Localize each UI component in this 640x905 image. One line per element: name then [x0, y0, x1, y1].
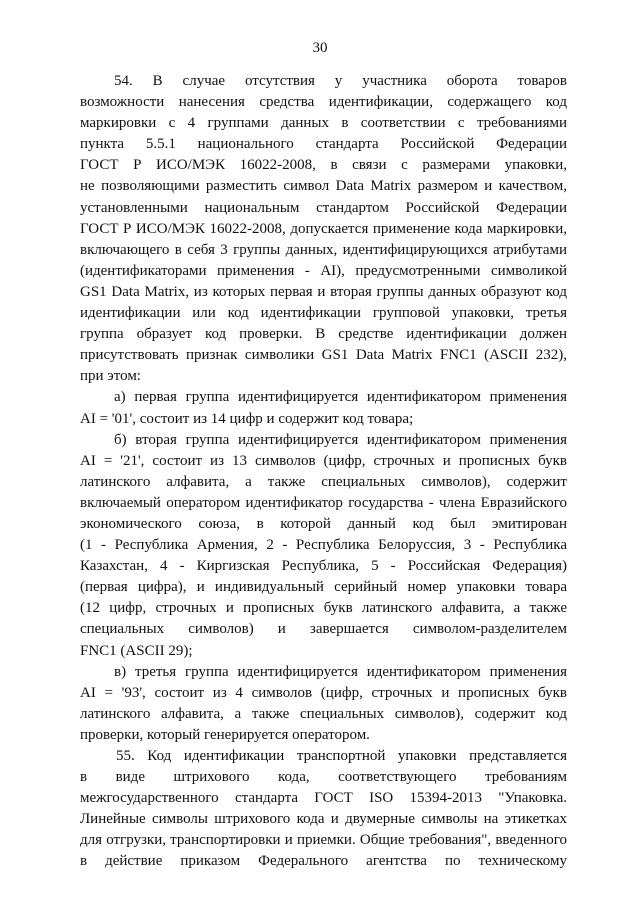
text-line: (1 - Республика Армения, 2 - Республика Белоруссия, 3 - Республика — [80, 537, 567, 554]
text-line: проверки, который генерируется оператором. — [80, 726, 370, 743]
page-number: 30 — [312, 40, 328, 56]
text-line: AI = '93', состоит из 4 символов (цифр, строчных и прописных букв — [80, 684, 567, 701]
text-line: экономического союза, в которой данный код был эмитирован — [80, 515, 567, 532]
text-line: 54. В случае отсутствия у участника оборота товаров — [114, 73, 567, 89]
text-line: ГОСТ Р ИСО/МЭК 16022-2008, в связи с размерами упаковки, — [80, 157, 567, 174]
text-line: Линейные символы штрихового кода и двумерные символы на этикетках — [80, 811, 567, 828]
text-line: в виде штрихового кода, соответствующего требованиям — [80, 769, 567, 786]
text-line: ГОСТ Р ИСО/МЭК 16022-2008, допускается применение кода маркировки, — [80, 220, 567, 237]
text-line: возможности нанесения средства идентификации, содержащего код — [80, 94, 567, 111]
text-line: латинского алфавита, а также специальных символов), содержит — [80, 473, 567, 490]
text-line: идентификации или код идентификации групповой упаковки, третья — [80, 305, 567, 322]
text-line: группа образует код проверки. В средстве идентификации должен — [80, 326, 567, 343]
text-line: установленными национальным стандартом Российской Федерации — [80, 199, 567, 216]
text-line: в действие приказом Федерального агентства по техническому — [80, 853, 567, 870]
text-line: пункта 5.5.1 национального стандарта Российской Федерации — [80, 136, 567, 153]
text-line: маркировки с 4 группами данных в соответствии с требованиями — [80, 115, 567, 132]
text-line: б) вторая группа идентифицируется идентификатором применения — [114, 431, 567, 448]
text-line: межгосударственного стандарта ГОСТ ISO 15394-2013 "Упаковка. — [80, 790, 567, 807]
text-line: при этом: — [80, 368, 141, 385]
body-text — [80, 71, 567, 873]
text-line: для отгрузки, транспортировки и приемки. Общие требования", введенного — [80, 832, 567, 849]
text-line: AI = '21', состоит из 13 символов (цифр, строчных и прописных букв — [80, 452, 567, 469]
text-line: латинского алфавита, а также специальных символов), содержит код — [80, 705, 567, 722]
text-line: включаемый оператором идентификатор государства - члена Евразийского — [80, 494, 567, 511]
text-line: (первая цифра), и индивидуальный серийный номер упаковки товара — [80, 579, 567, 596]
text-line: специальных символов) и завершается символом-разделителем — [80, 621, 567, 638]
text-line: AI = '01', состоит из 14 цифр и содержит код товара; — [80, 410, 414, 427]
text-line: (идентификаторами применения - AI), предусмотренными символикой — [80, 262, 567, 279]
text-line: а) первая группа идентифицируется идентификатором применения — [114, 389, 567, 406]
text-line: присутствовать признак символики GS1 Data Matrix FNC1 (ASCII 232), — [80, 347, 567, 364]
text-line: GS1 Data Matrix, из которых первая и вторая группы данных образуют код — [80, 283, 567, 300]
text-line: FNC1 (ASCII 29); — [80, 642, 193, 659]
text-line: 55. Код идентификации транспортной упаковки представляется — [116, 748, 567, 764]
text-line: Казахстан, 4 - Киргизская Республика, 5 - Российская Федерация) — [80, 558, 567, 575]
text-line: (12 цифр, строчных и прописных букв латинского алфавита, а также — [80, 600, 567, 617]
text-line: в) третья группа идентифицируется идентификатором применения — [114, 663, 567, 680]
text-line: включающего в себя 3 группы данных, идентифицирующихся атрибутами — [80, 241, 567, 258]
text-line: не позволяющими разместить символ Data Matrix размером и качеством, — [80, 178, 567, 195]
